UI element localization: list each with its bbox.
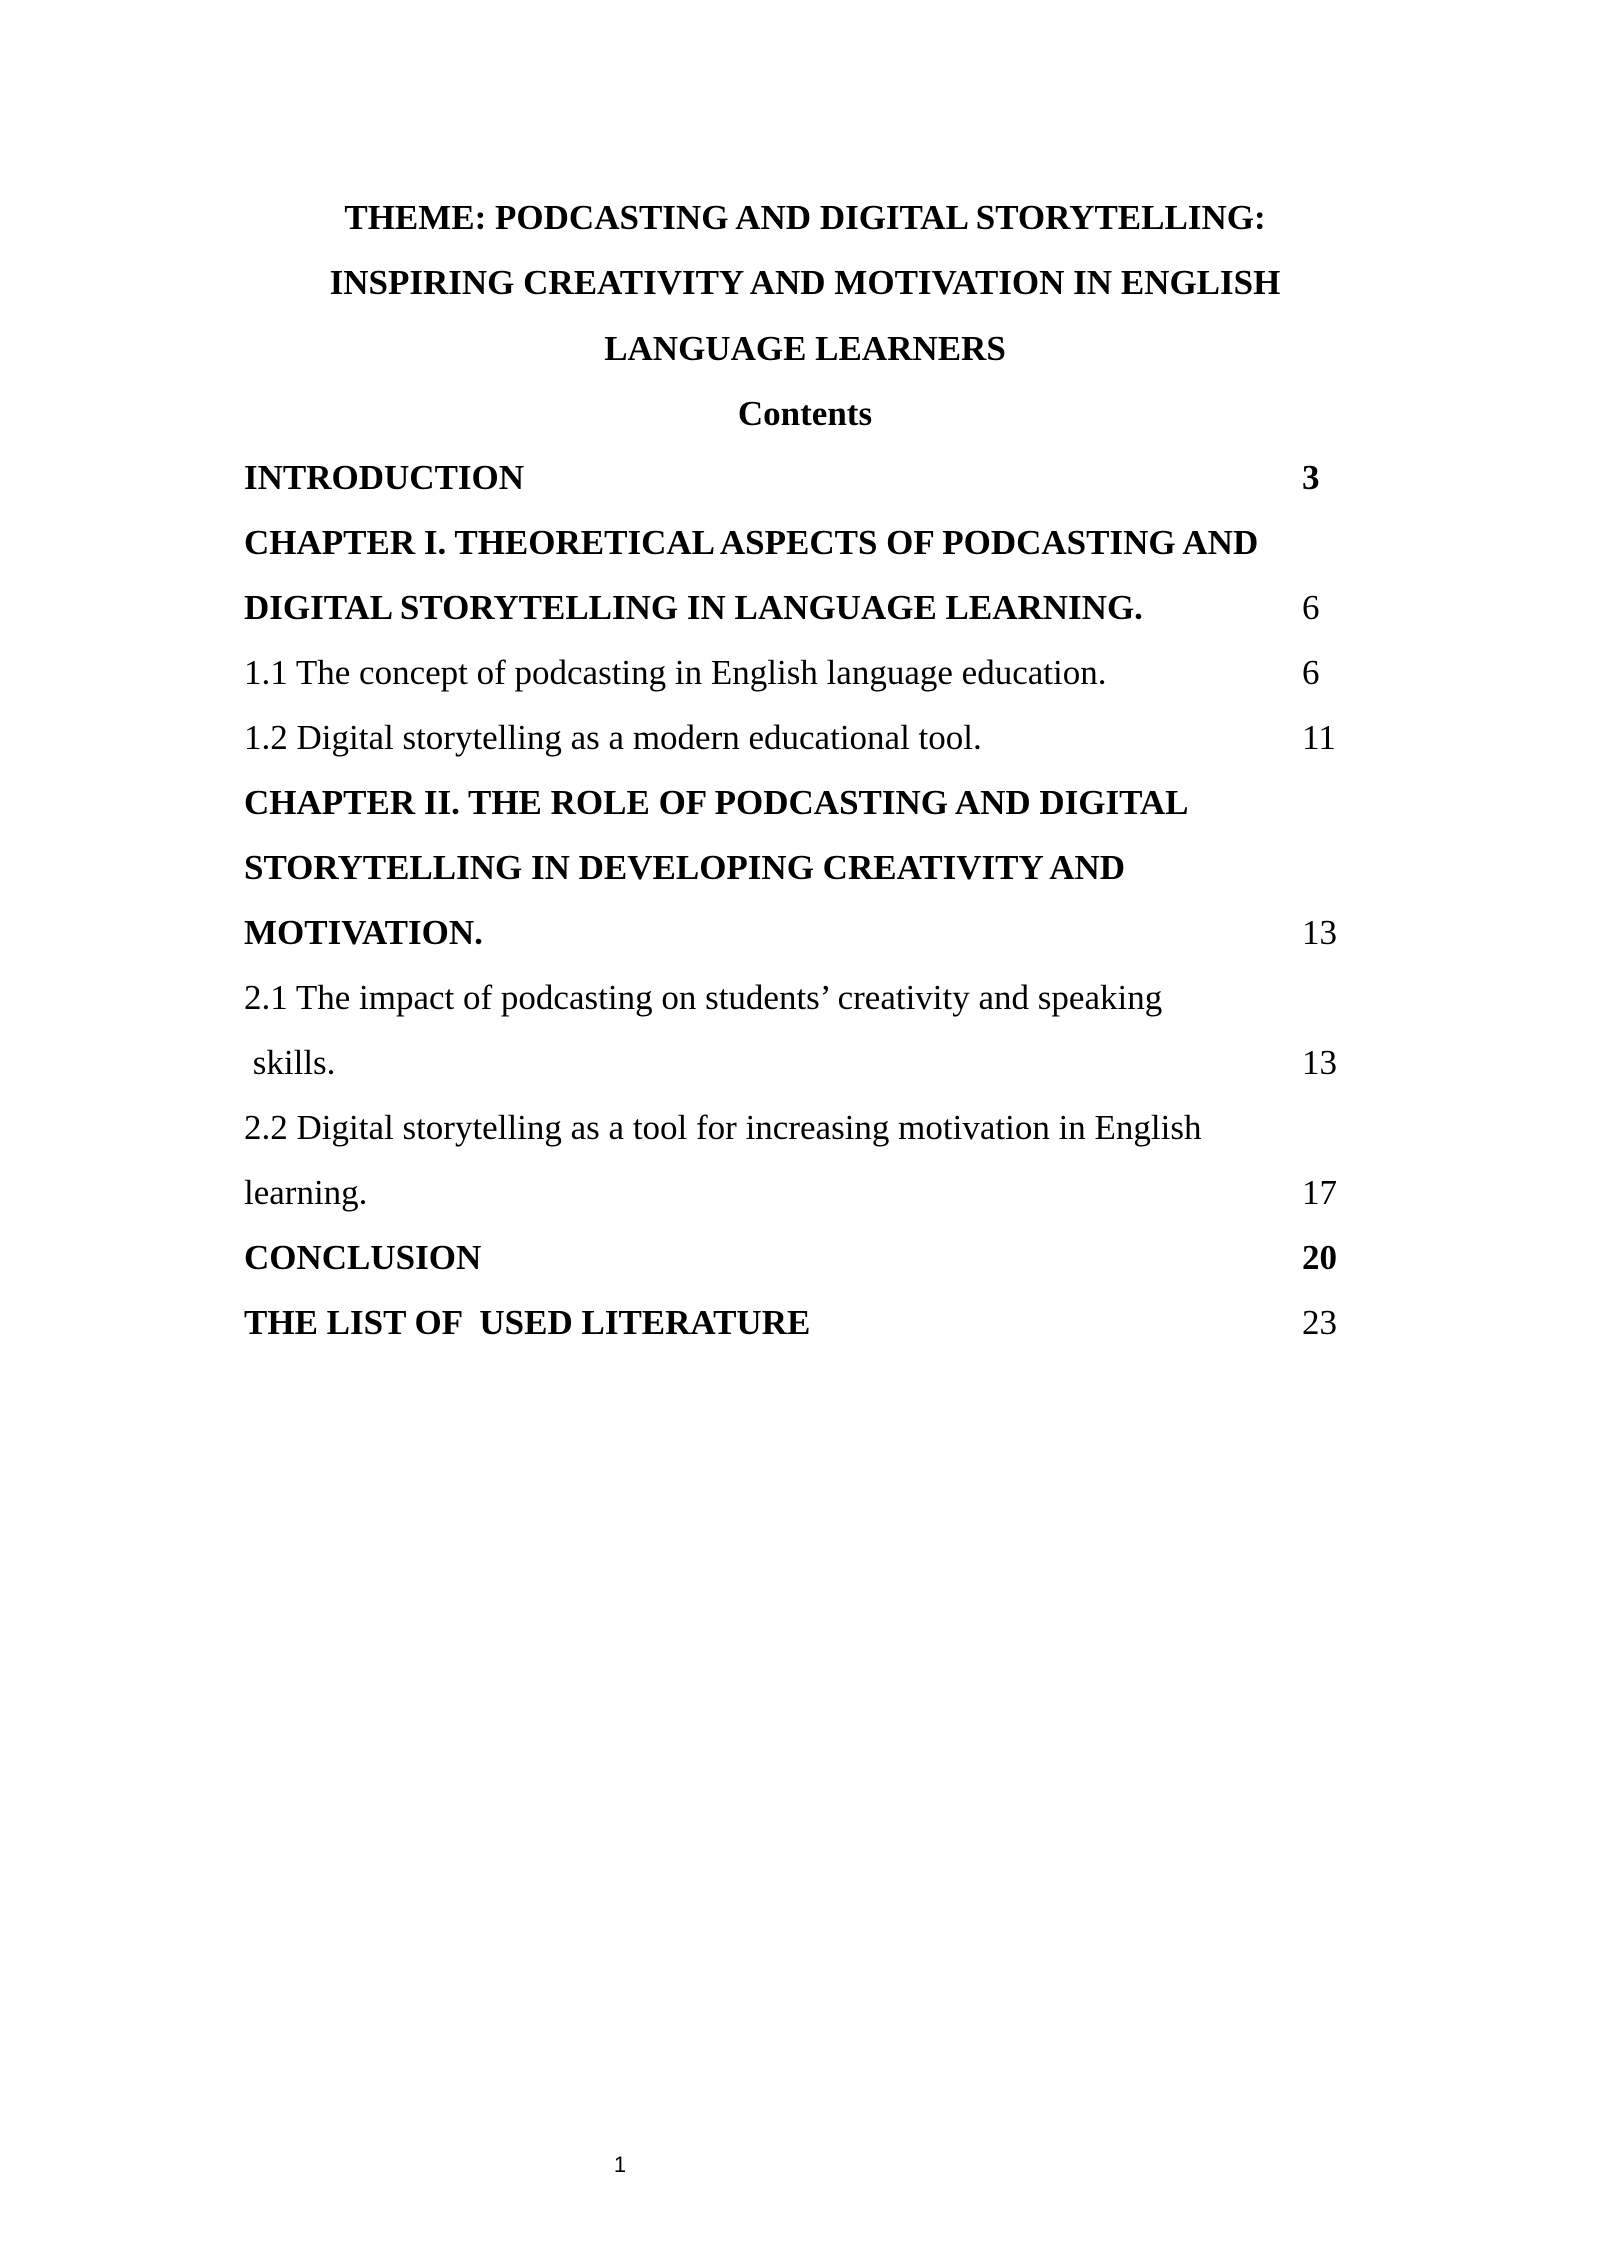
- toc-entry-text: 2.2 Digital storytelling as a tool for increasing motivation in English: [244, 1108, 1202, 1147]
- toc-entry-2-1-cont: [244, 1042, 1384, 1084]
- toc-entry-conclusion: [244, 1237, 1384, 1279]
- toc-page-number: 11: [1302, 718, 1336, 757]
- contents-heading: Contents: [737, 394, 873, 433]
- toc-entry-text: INTRODUCTION: [244, 458, 525, 497]
- title-line-2: INSPIRING CREATIVITY AND MOTIVATION IN ENGLISH: [329, 263, 1281, 302]
- toc-entry-text: THE LIST OF USED LITERATURE: [244, 1303, 811, 1342]
- title-line-1: THEME: PODCASTING AND DIGITAL STORYTELLING:: [344, 198, 1266, 237]
- toc-entry-text: 1.2 Digital storytelling as a modern educational tool.: [244, 718, 982, 757]
- toc-entry-literature: [244, 1302, 1384, 1344]
- toc-entry-chapter-1: [244, 522, 1384, 564]
- toc-entry-chapter-2-end: [244, 912, 1384, 954]
- toc-page-number: 13: [1302, 913, 1337, 952]
- toc-page-number: 13: [1302, 1043, 1337, 1082]
- toc-page-number: 6: [1302, 653, 1320, 692]
- toc-entry-chapter-1-cont: [244, 587, 1384, 629]
- toc-entry-1-1: [244, 652, 1384, 694]
- toc-page-number: 6: [1302, 588, 1320, 627]
- toc-entry-text: skills.: [244, 1043, 336, 1082]
- toc-entry-text: DIGITAL STORYTELLING IN LANGUAGE LEARNING.: [244, 588, 1143, 627]
- toc-entry-chapter-2: [244, 782, 1384, 824]
- toc-entry-2-2: [244, 1107, 1384, 1149]
- title-line-3: LANGUAGE LEARNERS: [604, 329, 1006, 368]
- toc-entry-2-1: [244, 977, 1384, 1019]
- toc-page-number: 3: [1302, 458, 1320, 497]
- toc-page-number: 17: [1302, 1173, 1337, 1212]
- toc-entry-text: CONCLUSION: [244, 1238, 482, 1277]
- toc-entry-introduction: [244, 457, 1384, 499]
- toc-entry-text: CHAPTER I. THEORETICAL ASPECTS OF PODCASTING AND: [244, 523, 1259, 562]
- toc-entry-2-2-cont: [244, 1172, 1384, 1214]
- page-number: 1: [613, 2152, 627, 2177]
- toc-entry-text: learning.: [244, 1173, 368, 1212]
- toc-page-number: 23: [1302, 1303, 1337, 1342]
- toc-entry-text: MOTIVATION.: [244, 913, 483, 952]
- toc-entry-text: 2.1 The impact of podcasting on students’ creativity and speaking: [244, 978, 1163, 1017]
- toc-entry-chapter-2-cont: [244, 847, 1384, 889]
- toc-entry-text: CHAPTER II. THE ROLE OF PODCASTING AND DIGITAL: [244, 783, 1189, 822]
- toc-entry-text: STORYTELLING IN DEVELOPING CREATIVITY AND: [244, 848, 1126, 887]
- toc-entry-1-2: [244, 717, 1384, 759]
- toc-page-number: 20: [1302, 1238, 1337, 1277]
- toc-entry-text: 1.1 The concept of podcasting in English language education.: [244, 653, 1107, 692]
